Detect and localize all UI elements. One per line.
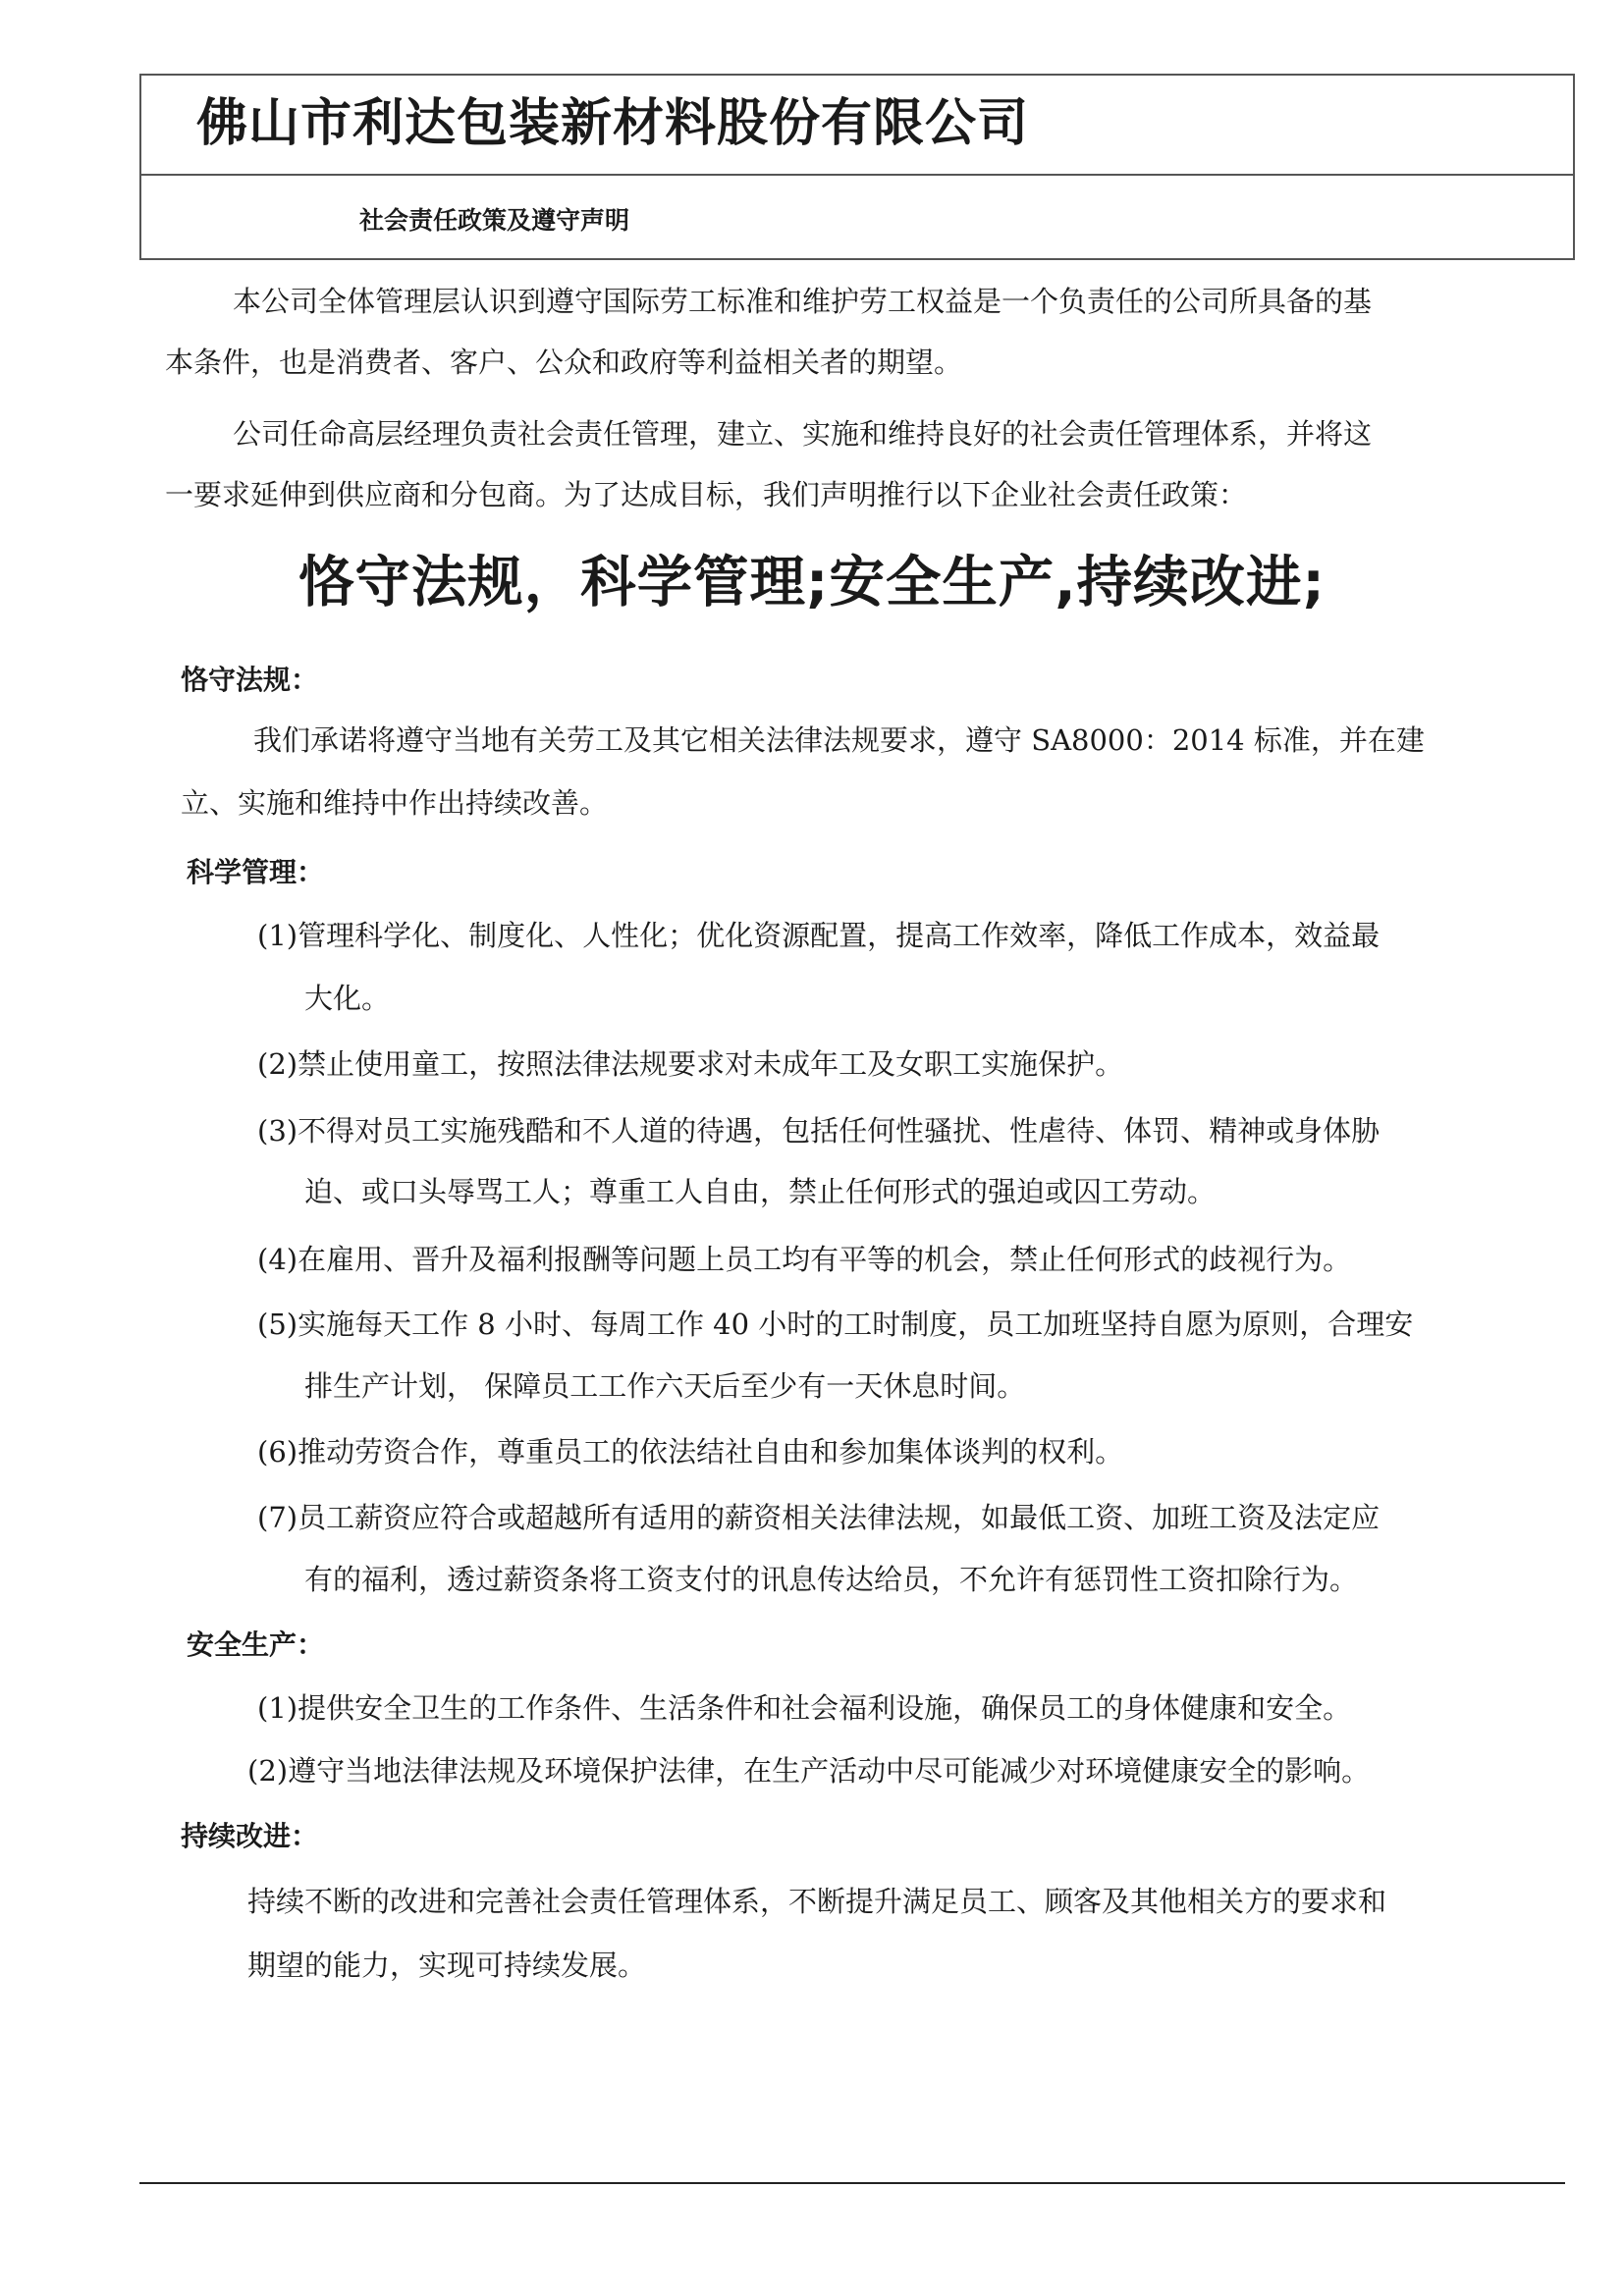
intro-paragraph-1-line-1: 本公司全体管理层认识到遵守国际劳工标准和维护劳工权益是一个负责任的公司所具备的基	[233, 285, 1373, 318]
header-title-row	[141, 76, 1573, 176]
safety-item-1: (1)提供安全卫生的工作条件、生活条件和社会福利设施，确保员工的身体健康和安全。	[257, 1691, 1352, 1725]
improve-line-2: 期望的能力，实现可持续发展。	[247, 1949, 647, 1982]
section-heading-management: 科学管理：	[187, 856, 325, 888]
policy-slogan: 恪守法规，科学管理;安全生产,持续改进;	[298, 551, 1326, 614]
comply-line-2: 立、实施和维持中作出持续改善。	[181, 786, 609, 820]
management-item-7-line-2: 有的福利，透过薪资条将工资支付的讯息传达给员，不允许有惩罚性工资扣除行为。	[304, 1563, 1359, 1596]
section-heading-safety: 安全生产：	[187, 1629, 325, 1661]
management-item-1-line-2: 大化。	[304, 982, 391, 1015]
header-box	[139, 74, 1575, 260]
management-item-4: (4)在雇用、晋升及福利报酬等问题上员工均有平等的机会，禁止任何形式的歧视行为。	[257, 1243, 1352, 1276]
footer-rule	[139, 2182, 1565, 2184]
management-item-6: (6)推动劳资合作，尊重员工的依法结社自由和参加集体谈判的权利。	[257, 1435, 1124, 1468]
safety-item-2: (2)遵守当地法律法规及环境保护法律，在生产活动中尽可能减少对环境健康安全的影响。	[247, 1754, 1371, 1788]
document-title: 社会责任政策及遵守声明	[359, 206, 630, 235]
management-item-1-line-1: (1)管理科学化、制度化、人性化；优化资源配置，提高工作效率，降低工作成本，效益最	[257, 919, 1380, 952]
management-item-3-line-2: 迫、或口头辱骂工人；尊重工人自由，禁止任何形式的强迫或囚工劳动。	[304, 1175, 1217, 1208]
management-item-5-line-1: (5)实施每天工作 8 小时、每周工作 40 小时的工时制度，员工加班坚持自愿为原则，合理安	[257, 1308, 1414, 1341]
intro-paragraph-1-line-2: 本条件，也是消费者、客户、公众和政府等利益相关者的期望。	[165, 346, 963, 379]
intro-paragraph-2-line-1: 公司任命高层经理负责社会责任管理，建立、实施和维持良好的社会责任管理体系，并将这	[233, 417, 1373, 451]
intro-paragraph-2-line-2: 一要求延伸到供应商和分包商。为了达成目标，我们声明推行以下企业社会责任政策：	[165, 478, 1248, 511]
management-item-2: (2)禁止使用童工，按照法律法规要求对未成年工及女职工实施保护。	[257, 1047, 1124, 1081]
management-item-3-line-1: (3)不得对员工实施残酷和不人道的待遇，包括任何性骚扰、性虐待、体罚、精神或身体胁	[257, 1114, 1380, 1148]
comply-line-1: 我们承诺将遵守当地有关劳工及其它相关法律法规要求，遵守 SA8000：2014 标准，并在建	[253, 723, 1425, 757]
management-item-5-line-2: 排生产计划， 保障员工工作六天后至少有一天休息时间。	[304, 1369, 1026, 1403]
management-item-7-line-1: (7)员工薪资应符合或超越所有适用的薪资相关法律法规，如最低工资、加班工资及法定应	[257, 1501, 1380, 1534]
company-name: 佛山市利达包装新材料股份有限公司	[196, 94, 1030, 153]
section-heading-improve: 持续改进：	[181, 1820, 319, 1852]
section-heading-comply: 恪守法规：	[181, 664, 319, 696]
improve-line-1: 持续不断的改进和完善社会责任管理体系，不断提升满足员工、顾客及其他相关方的要求和	[247, 1885, 1387, 1918]
